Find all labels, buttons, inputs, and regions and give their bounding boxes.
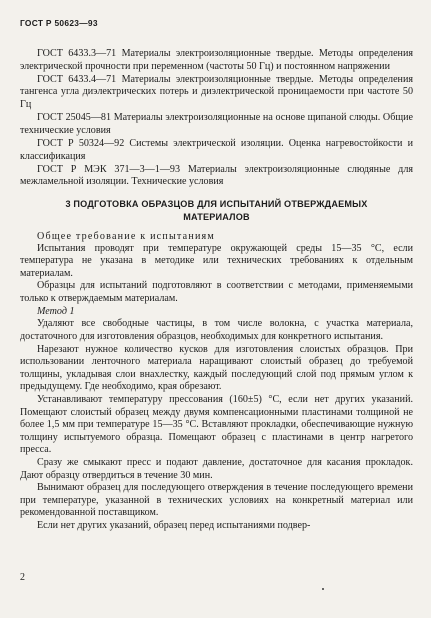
section-subheading: Общее требование к испытаниям	[37, 230, 215, 242]
reference-gost-r-50324: ГОСТ Р 50324—92 Системы электрической изоляции. Оценка нагревостойкости и классификация	[20, 137, 413, 162]
page-header: ГОСТ Р 50623—93	[20, 18, 98, 28]
method-title: Метод 1	[37, 306, 75, 318]
method-paragraph-2: Нарезают нужное количество кусков для изготовления слоистых образцов. При использовании ленточного материала наращивают слоистый образец до требуемой толщины, укладывая слои внахлестку, каждый последующий слой под прямым углом к предыдущему. Где необходимо, края обрезают.	[20, 343, 413, 393]
method-paragraph-3: Устанавливают температуру прессования (160±5) °С, если нет других указаний. Помещают слоистый образец между двумя компенсационными пластинами толщиной не более 1,5 мм при температуре 15—35 °С. Вставляют прокладки, обеспечивающие нужную толщину испытуемого образца. Помещают образец с пластинами в центр нагретого пресса.	[20, 394, 413, 456]
page-number: 2	[20, 572, 25, 583]
general-paragraph-1: Испытания проводят при температуре окружающей среды 15—35 °С, если температура не указана в методике или технических требованиях к отдельным материалам.	[20, 242, 413, 279]
reference-gost-r-iec-371: ГОСТ Р МЭК 371—3—1—93 Материалы электроизоляционные слюдяные для межламельной изоляции. Технические условия	[20, 163, 413, 188]
section-heading-line-2: МАТЕРИАЛОВ	[183, 211, 250, 222]
section-heading-line-1: 3 ПОДГОТОВКА ОБРАЗЦОВ ДЛЯ ИСПЫТАНИЙ ОТВЕРЖДАЕМЫХ	[65, 198, 368, 209]
method-paragraph-4: Сразу же смыкают пресс и подают давление, достаточное для касания прокладок. Дают образцу отвердиться в течение 30 мин.	[20, 457, 413, 481]
reference-gost-6433-4: ГОСТ 6433.4—71 Материалы электроизоляционные твердые. Методы определения тангенса угла диэлектрических потерь и диэлектрической проницаемости при частоте 50 Гц	[20, 73, 413, 110]
scan-speck	[322, 588, 324, 590]
section-heading	[20, 198, 413, 224]
reference-gost-6433-3: ГОСТ 6433.3—71 Материалы электроизоляционные твердые. Методы определения электрической прочности при переменном (частоты 50 Гц) и постоянном напряжении	[20, 48, 413, 72]
page-content	[20, 48, 413, 533]
general-paragraph-2: Образцы для испытаний подготовляют в соответствии с методами, применяемыми только к отверждаемым материалам.	[20, 280, 413, 304]
method-paragraph-1: Удаляют все свободные частицы, в том числе волокна, с участка материала, достаточного для изготовления образцов, необходимых для конкретного испытания.	[20, 318, 413, 343]
reference-gost-25045: ГОСТ 25045—81 Материалы электроизоляционные на основе щипаной слюды. Общие технические условия	[20, 112, 413, 136]
method-paragraph-5: Вынимают образец для последующего отверждения в течение последующего времени при температуре, указанной в технических условиях на конкретный материал или рекомендованной поставщиком.	[20, 482, 413, 519]
method-paragraph-6: Если нет других указаний, образец перед испытаниями подвер-	[37, 519, 311, 531]
